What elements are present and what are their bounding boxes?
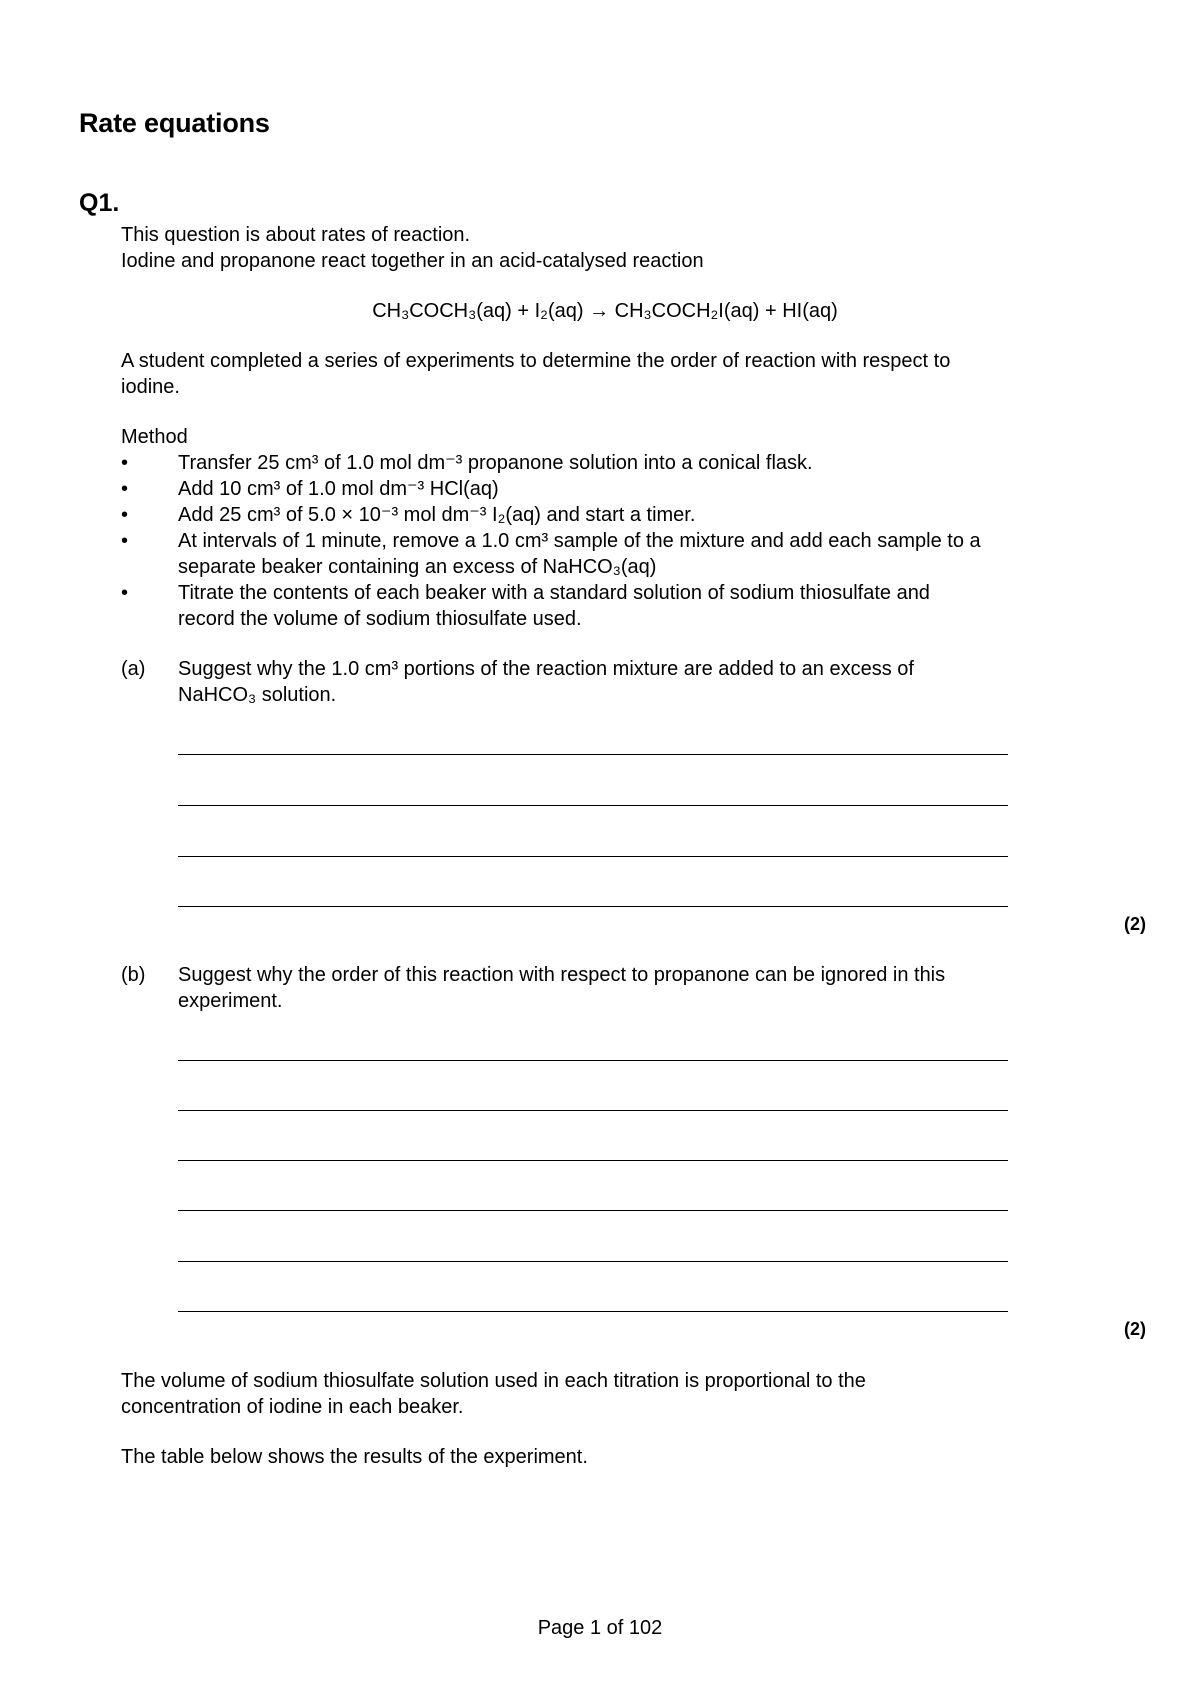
part-a-label: (a) (121, 658, 146, 680)
part-a-question-line-1: Suggest why the 1.0 cm³ portions of the reaction mixture are added to an excess of (178, 658, 914, 680)
intro-line-2: Iodine and propanone react together in an acid-catalysed reaction (121, 250, 704, 272)
reaction-equation: CH₃COCH₃(aq) + I₂(aq) → CH₃COCH₂I(aq) + HI(aq) (372, 300, 838, 322)
method-step-1: Transfer 25 cm³ of 1.0 mol dm⁻³ propanone solution into a conical flask. (178, 452, 813, 474)
answer-line[interactable] (178, 906, 1008, 907)
answer-line[interactable] (178, 805, 1008, 806)
method-bullet: • (121, 582, 129, 604)
answer-line[interactable] (178, 1160, 1008, 1161)
question-number: Q1. (79, 189, 120, 217)
method-step-3: Add 25 cm³ of 5.0 × 10⁻³ mol dm⁻³ I₂(aq) and start a timer. (178, 504, 696, 526)
method-step-2: Add 10 cm³ of 1.0 mol dm⁻³ HCl(aq) (178, 478, 499, 500)
student-text-line-2: iodine. (121, 376, 180, 398)
method-heading: Method (121, 426, 188, 448)
part-b-label: (b) (121, 964, 146, 986)
answer-line[interactable] (178, 1110, 1008, 1111)
part-a-marks: (2) (1124, 914, 1146, 934)
method-step-4-line-1: At intervals of 1 minute, remove a 1.0 cm³ sample of the mixture and add each sample to a (178, 530, 981, 552)
closing-line-1: The volume of sodium thiosulfate solution used in each titration is proportional to the (121, 1370, 866, 1392)
part-b-question-line-2: experiment. (178, 990, 283, 1012)
answer-line[interactable] (178, 754, 1008, 755)
answer-line[interactable] (178, 1060, 1008, 1061)
method-step-5-line-1: Titrate the contents of each beaker with a standard solution of sodium thiosulfate and (178, 582, 930, 604)
method-step-5-line-2: record the volume of sodium thiosulfate used. (178, 608, 582, 630)
page-number-footer: Page 1 of 102 (537, 1617, 663, 1639)
part-b-marks: (2) (1124, 1319, 1146, 1339)
method-bullet: • (121, 504, 129, 526)
method-bullet: • (121, 452, 129, 474)
method-step-4-line-2: separate beaker containing an excess of NaHCO₃(aq) (178, 556, 657, 578)
intro-line-1: This question is about rates of reaction. (121, 224, 471, 246)
answer-line[interactable] (178, 1210, 1008, 1211)
answer-line[interactable] (178, 856, 1008, 857)
answer-line[interactable] (178, 1311, 1008, 1312)
closing-line-2: concentration of iodine in each beaker. (121, 1396, 464, 1418)
table-intro: The table below shows the results of the experiment. (121, 1446, 588, 1468)
method-bullet: • (121, 530, 129, 552)
method-bullet: • (121, 478, 129, 500)
page-title: Rate equations (79, 108, 270, 138)
part-b-question-line-1: Suggest why the order of this reaction with respect to propanone can be ignored in this (178, 964, 946, 986)
part-a-question-line-2: NaHCO₃ solution. (178, 684, 337, 706)
answer-line[interactable] (178, 1261, 1008, 1262)
student-text-line-1: A student completed a series of experiments to determine the order of reaction with respect to (121, 350, 951, 372)
